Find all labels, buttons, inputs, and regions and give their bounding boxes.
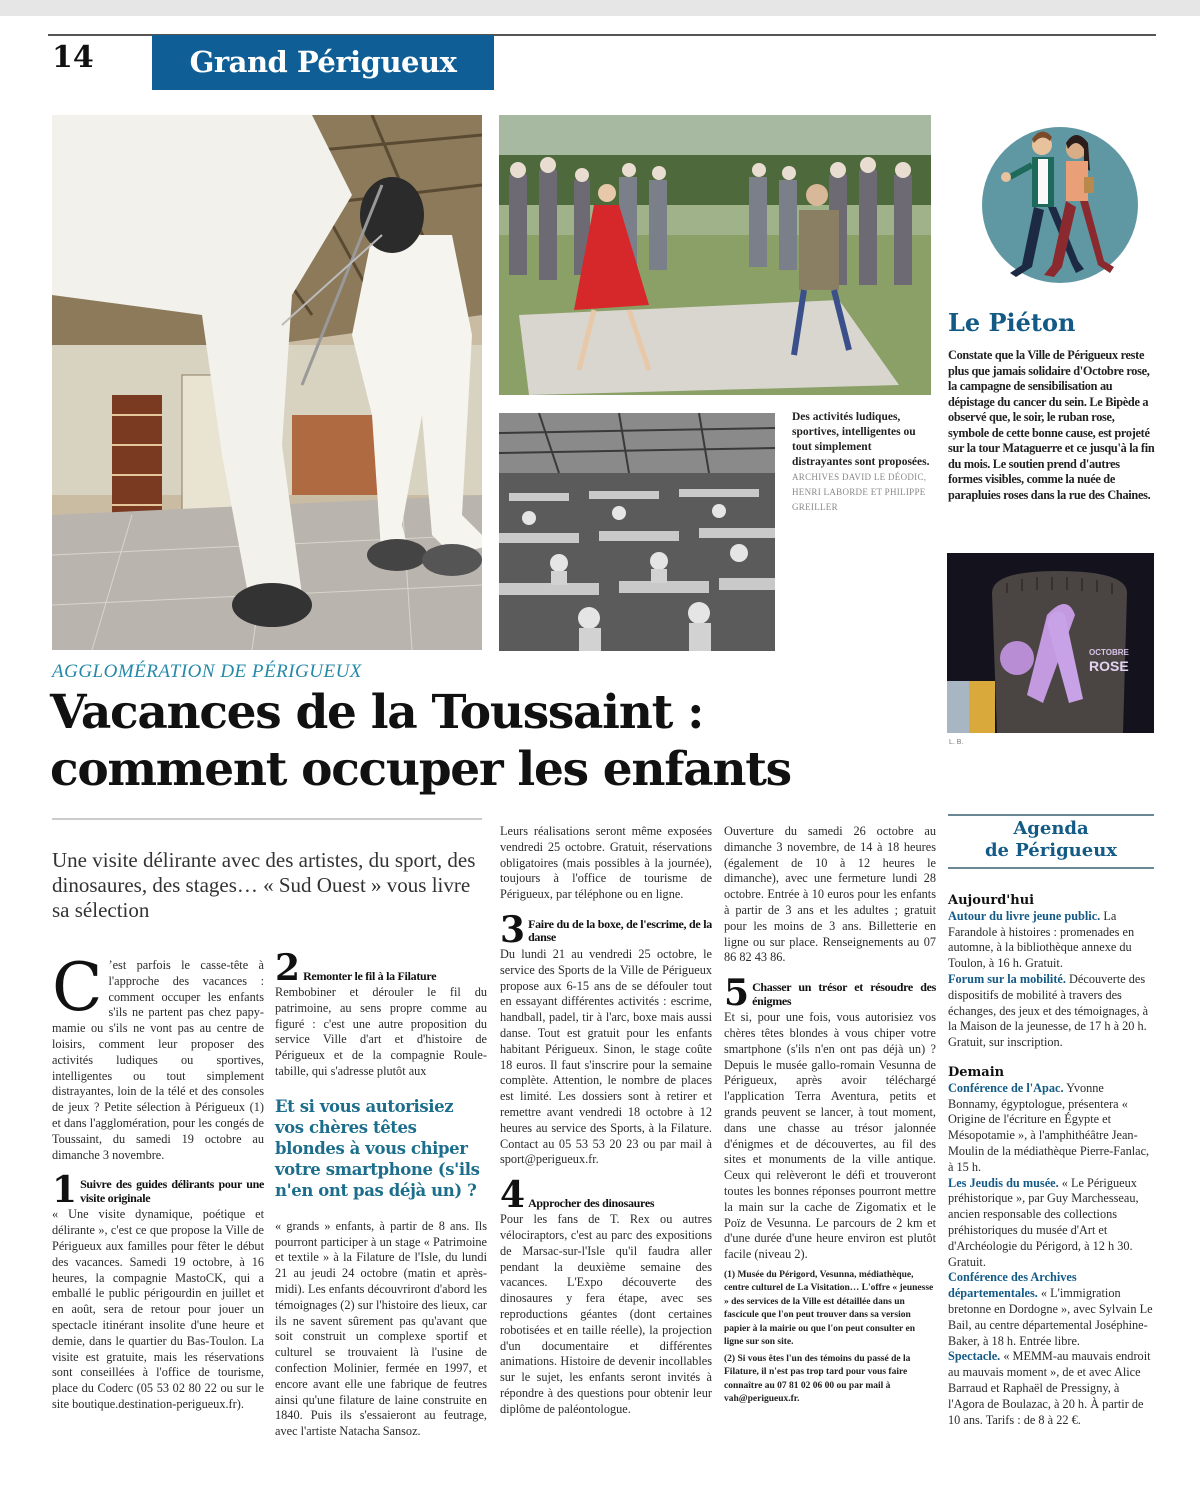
drop-cap: C [52, 949, 103, 1026]
caption-text: Des activités ludiques, sportives, intelligentes ou tout simplement distrayantes sont proposées. [792, 411, 930, 468]
tower-pink-ribbon-photo [947, 553, 1154, 733]
section-4-heading [500, 1174, 712, 1217]
agenda-event [948, 1270, 1156, 1349]
agenda-event-name: Forum sur la mobilité. [948, 971, 1066, 986]
agenda-event-name: Spectacle. [948, 1349, 1001, 1364]
agenda-day-tomorrow: Demain [948, 1064, 1005, 1080]
tower-text-rose: ROSE [1089, 658, 1129, 674]
section-4-paragraph-1: Pour les fans de T. Rex ou autres vélociraptors, c'est au parc des expositions de Marsac-sur-l'Isle qu'il faudra aller pendant la deuxième semaine des vacances. L'Expo découverte des dinosaures y fera étape, avec ses reproductions géantes (dont certaines robotisées et en taille réelle), la projection d'un documentaire et différentes animations. Histoire de devenir incollables sur le sujet, les enfants seront invités à répondre à des questions pour obtenir leur diplôme de paléontologue. [500, 1212, 712, 1416]
section-number: 1 [52, 1169, 78, 1212]
section-title: Grand Périgueux [152, 35, 494, 90]
agenda-rule-bottom [948, 867, 1154, 869]
section-title: Chasser un trésor et résoudre des énigmes [752, 980, 936, 1008]
factory-archive-photo [499, 413, 775, 651]
agenda-event-text: Yvonne Bonnamy, égyptologue, présentera « Origine de l'écriture en Égypte et Mésopotamie », à l'amphithéâtre Jean-Moulin de la médiathèque Pierre-Fanlac, à 15 h. [948, 1080, 1150, 1174]
pull-quote: Et si vous autorisiez vos chères têtes blondes à vous chiper votre smartphone (s'ils n'en ont pas déjà un) ? [275, 1096, 480, 1200]
agenda-event-text: La Farandole à histoires : promenades en automne, à la bibliothèque annexe du Toulon, à 16 h. Gratuit. [948, 908, 1135, 971]
photo-caption [792, 410, 932, 515]
agenda-event [948, 909, 1156, 972]
section-number: 4 [500, 1174, 526, 1217]
agenda-title [948, 818, 1154, 862]
outdoor-dance-photo [499, 115, 931, 395]
agenda-event-name: Conférence de l'Apac. [948, 1080, 1064, 1095]
agenda-event-text: « L'immigration bretonne en Dordogne », avec Sylvain Le Bail, au centre départemental Joséphine-Baker, à 18 h. Entrée libre. [948, 1286, 1153, 1348]
article-column-3 [500, 824, 712, 1418]
agenda-event-text: « Le Périgueux préhistorique », par Guy Marchesseau, ancien responsable des collections préhistoriques du musée d'Art et d'Archéologie du Périgord, à 12 h 30. Gratuit. [948, 1175, 1139, 1269]
agenda-list [948, 887, 1156, 1428]
agenda-event-name: Conférence des Archives départementales. [948, 1270, 1077, 1301]
article-column-2 [275, 947, 487, 1440]
intro-paragraph [52, 949, 264, 1163]
section-1-paragraph: « Une visite dynamique, poétique et délirante », c'est ce que propose la Ville de Périgueux aux familles pour fêter le début des vacances. Samedi 19 octobre, à 16 heures, la compagnie MastoCK, qui a emballé le public périgourdin en juillet et en août, sera de retour pour jouer un spectacle itinérant insolite d'une heure et demie, dans le quartier du Bas-Toulon. La visite est gratuite, mais les réservations sont conseillées à l'office de tourisme, place du Coderc (05 53 02 80 22 ou sur le site boutique.destination-perigueux.fr). [52, 1207, 264, 1411]
section-5-heading [724, 972, 936, 1015]
agenda-event [948, 972, 1156, 1051]
agenda-event [948, 1176, 1156, 1271]
pieton-text: Constate que la Ville de Périgueux reste plus que jamais solidaire d'Octobre rose, la campagne de sensibilisation au dépistage du cancer du sein. Le Bipède a observé que, le soir, le ruban rose, symbole de cette bonne cause, est projeté sur la tour Mataguerre et ce jusqu'à la fin du mois. Le soutien prend d'autres formes visibles, comme la nuée de parapluies roses dans la rue des Chaines. [948, 348, 1155, 502]
agenda-event [948, 1081, 1156, 1176]
section-title: Remonter le fil à la Filature [303, 968, 437, 983]
section-number: 2 [275, 947, 301, 989]
section-number: 3 [500, 908, 526, 951]
fencing-photo [52, 115, 482, 650]
article-column-4 [724, 824, 936, 1410]
agenda-day-today: Aujourd'hui [948, 893, 1035, 908]
article-headline: Vacances de la Toussaint : comment occuper les enfants [50, 685, 791, 797]
section-number: 5 [724, 972, 750, 1015]
pieton-title: Le Piéton [948, 308, 1076, 337]
footnote-2: (2) Si vous êtes l'un des témoins du passé de la Filature, il n'est pas trop tard pour vous faire connaître au 07 81 02 06 00 ou par mail à vah@perigueux.fr. [724, 1353, 911, 1405]
photo-credit: ARCHIVES DAVID LE DÉODIC, HENRI LABORDE ET PHILIPPE GREILLER [792, 472, 927, 512]
agenda-title-line-2: de Périgueux [984, 840, 1118, 861]
agenda-rule-top [948, 814, 1154, 816]
section-1-heading [52, 1169, 264, 1212]
chapo-rule [52, 818, 482, 820]
section-2-heading [275, 947, 487, 989]
tower-photo-credit: L. B. [949, 739, 964, 746]
tower-text-octobre: OCTOBRE [1089, 648, 1129, 657]
section-2-paragraph-1: Rembobiner et dérouler le fil du patrimoine, au sens propre comme au figuré : c'est une autre proposition du service Ville d'art et d'histoire de Périgueux et de la compagnie Roule-tabille, qui s'adresse plutôt aux [275, 985, 487, 1078]
agenda-event-name: Les Jeudis du musée. [948, 1175, 1059, 1190]
section-5-paragraph: Et si, pour une fois, vous autorisiez vos chères têtes blondes à vous chiper votre smartphone (s'ils n'en ont pas déjà un) ? Depuis le musée gallo-romain Vesunna de Périgueux, après avoir téléchargé l'application Terra Aventura, petits et grands peuvent se lancer, à tout moment, dans une chasse au trésor jalonnée d'énigmes et de découvertes, au fil des sites et monuments de la ville antique. Ceux qui relèveront le défi et trouveront toutes les bonnes réponses pourront mettre la main sur la cache de Zigomatix et le Poïz de Vesunna. Le parcours de 2 km et d'une durée d'une heure environ est plutôt facile (niveau 2). [724, 1010, 936, 1262]
article-chapo: Une visite délirante avec des artistes, du sport, des dinosaures, des stages… « Sud Ouest » vous livre sa sélection [52, 848, 476, 922]
section-title: Approcher des dinosaures [528, 1195, 655, 1210]
section-title: Suivre des guides délirants pour une visite originale [80, 1177, 264, 1205]
article-column-1 [52, 949, 264, 1413]
section-3-paragraph: Du lundi 21 au vendredi 25 octobre, le service des Sports de la Ville de Périgueux propose aux 6-15 ans de se défouler tout en essayant différentes activités : escrime, handball, padel, tir à l'arc, boxe mais aussi danse. Tout est gratuit pour les enfants habitant Périgueux. Sinon, le stage coûte 18 euros. Il faut s'inscrire pour la semaine complète. Attention, le nombre de places est limité. Les dossiers sont à retirer et remettre avant vendredi 18 octobre à 12 heures au service des Sports, à la Filature. Contact au 05 53 53 20 23 ou par mail à sport@perigueux.fr. [500, 946, 712, 1167]
footnote-1: (1) Musée du Périgord, Vesunna, médiathèque, centre culturel de La Visitation… L'offre « jeunesse » des services de la Ville est détaillée dans un fascicule que l'on peut trouver dans sa version papier à la mairie ou que l'on peut consulter en ligne sur son site. [724, 1269, 934, 1348]
section-4-paragraph-2: Ouverture du samedi 26 octobre au dimanche 3 novembre, de 14 à 18 heures (également de 10 à 12 heures le dimanche), avec une fermeture lundi 28 octobre. Entrée à 10 euros pour les enfants à partir de 3 ans et les adultes ; gratuit pour les moins de 3 ans. Billetterie en ligne ou sur place. Renseignements au 07 86 82 43 86. [724, 824, 936, 965]
page-number: 14 [52, 40, 94, 75]
section-2-paragraph-3: Leurs réalisations seront même exposées vendredi 25 octobre. Gratuit, réservations obligatoires (mais possibles à la journée), toujours à l'office de tourisme de Périgueux, par téléphone ou en ligne. [500, 824, 712, 902]
footnotes [724, 1269, 936, 1407]
agenda-event-text: Découverte des dispositifs de mobilité à travers des échanges, des jeux et des témoignages, à la Maison de la jeunesse, de 17 h à 20 h. Gratuit, sur inscription. [948, 971, 1149, 1050]
agenda-event-name: Autour du livre jeune public. [948, 908, 1101, 923]
agenda-title-line-1: Agenda [1013, 818, 1089, 839]
section-3-heading [500, 908, 712, 951]
agenda-event [948, 1349, 1156, 1428]
section-title: Faire du de la boxe, de l'escrime, de la danse [528, 916, 712, 945]
pedestrians-illustration [980, 115, 1140, 285]
intro-text: ’est parfois le casse-tête à l'approche des vacances : comment occuper les enfants s'ils ne partent pas chez papy-mamie ou s'ils ne vont pas au centre de loisirs, comment leur proposer des activités ludiques ou sportives, intelligentes ou tout simplement distrayantes, loin de la télé et des consoles de jeux ? Petite sélection à Périgueux (1) et dans l'agglomération, pour les congés de Toussaint, du samedi 19 octobre au dimanche 3 novembre. [52, 958, 264, 1162]
top-bar [0, 0, 1200, 16]
section-2-paragraph-2: « grands » enfants, à partir de 8 ans. Ils pourront participer à un stage « Patrimoine et textile » à la Filature de l'Isle, du lundi 21 au jeudi 24 octobre (matin et après-midi). Les enfants découvriront d'abord les témoignages (2) sur l'histoire des lieux, car ils ne savent sûrement pas qu'avant que soit construit un complexe sportif et culturel se trouvaient là l'usine de confection Molinier, fermée en 1997, et encore avant elle une fabrique de feutres ainsi qu'une filature de laine construite en 1840. Puis ils s'essaieront au feutrage, avec l'artiste Natacha Sansoz. [275, 1218, 487, 1439]
agenda-event-text: « MEMM-au mauvais endroit au mauvais moment », de et avec Alice Barraud et Raphaël de Pressigny, à l'Agora de Boulazac, à 20 h. À partir de 10 ans. Tarifs : de 8 à 22 €. [948, 1349, 1151, 1427]
article-kicker: AGGLOMÉRATION DE PÉRIGUEUX [52, 661, 362, 682]
